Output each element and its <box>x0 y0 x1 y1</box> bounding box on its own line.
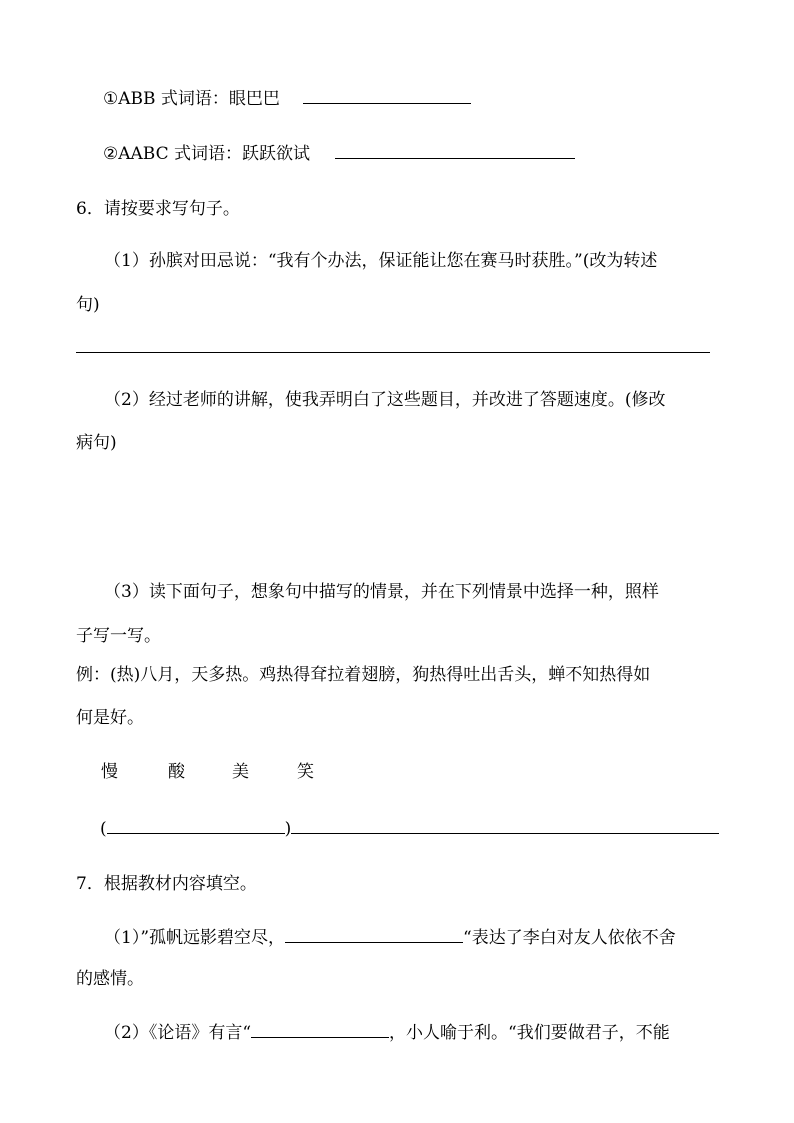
q5-item-abb <box>103 88 471 110</box>
q5-item-abb-label: ①ABB 式词语：眼巴巴 <box>103 89 280 109</box>
q7-sub1-line1 <box>104 927 676 949</box>
q6-heading: 6．请按要求写句子。 <box>76 199 240 219</box>
q6-sub3-sentence-blank[interactable] <box>291 818 719 834</box>
q6-sub1-line1: （1）孙膑对田忌说：“我有个办法，保证能让您在赛马时获胜。”(改为转述 <box>104 251 658 271</box>
q6-paren-close: ) <box>284 819 292 839</box>
q7-sub1-line2: 的感情。 <box>76 969 144 989</box>
q7-sub2-blank[interactable] <box>251 1022 389 1038</box>
q7-sub1-prefix: （1）”孤帆远影碧空尽， <box>104 928 286 948</box>
q7-sub1-blank[interactable] <box>285 927 463 943</box>
q6-sub2-line1: （2）经过老师的讲解，使我弄明白了这些题目，并改进了答题速度。(修改 <box>104 390 666 410</box>
q6-example-line2: 何是好。 <box>76 708 144 728</box>
q6-option-beautiful: 美 <box>232 762 249 782</box>
q6-sub1-line2: 句) <box>76 295 100 315</box>
q7-sub2-line1 <box>104 1022 670 1044</box>
q6-option-laugh: 笑 <box>297 762 314 782</box>
q5-item-aabc-label: ②AABC 式词语：跃跃欲试 <box>103 144 311 164</box>
q6-paren-open: ( <box>100 819 107 839</box>
q6-sub3-choice-blank[interactable] <box>107 818 285 834</box>
q7-sub2-prefix: （2）《论语》有言“ <box>104 1023 252 1043</box>
q6-option-slow: 慢 <box>101 762 118 782</box>
q7-sub2-suffix: ，小人喻于利。“我们要做君子，不能 <box>389 1023 670 1043</box>
q6-sub1-answer-line[interactable] <box>76 352 710 353</box>
q6-sub2-line2: 病句) <box>76 433 117 453</box>
q7-heading: 7．根据教材内容填空。 <box>76 874 257 894</box>
q5-item-aabc-blank[interactable] <box>335 143 575 159</box>
q6-sub3-line2: 子写一写。 <box>76 626 161 646</box>
q7-sub1-suffix: “表达了李白对友人依依不舍 <box>463 928 676 948</box>
q5-item-aabc <box>103 143 575 165</box>
q6-sub3-answer <box>100 818 719 840</box>
q6-option-sour: 酸 <box>168 762 185 782</box>
q6-example-line1: 例：(热)八月，天多热。鸡热得耷拉着翅膀，狗热得吐出舌头，蝉不知热得如 <box>76 665 651 685</box>
q6-sub3-line1: （3）读下面句子，想象句中描写的情景，并在下列情景中选择一种，照样 <box>104 582 659 602</box>
q5-item-abb-blank[interactable] <box>303 88 471 104</box>
